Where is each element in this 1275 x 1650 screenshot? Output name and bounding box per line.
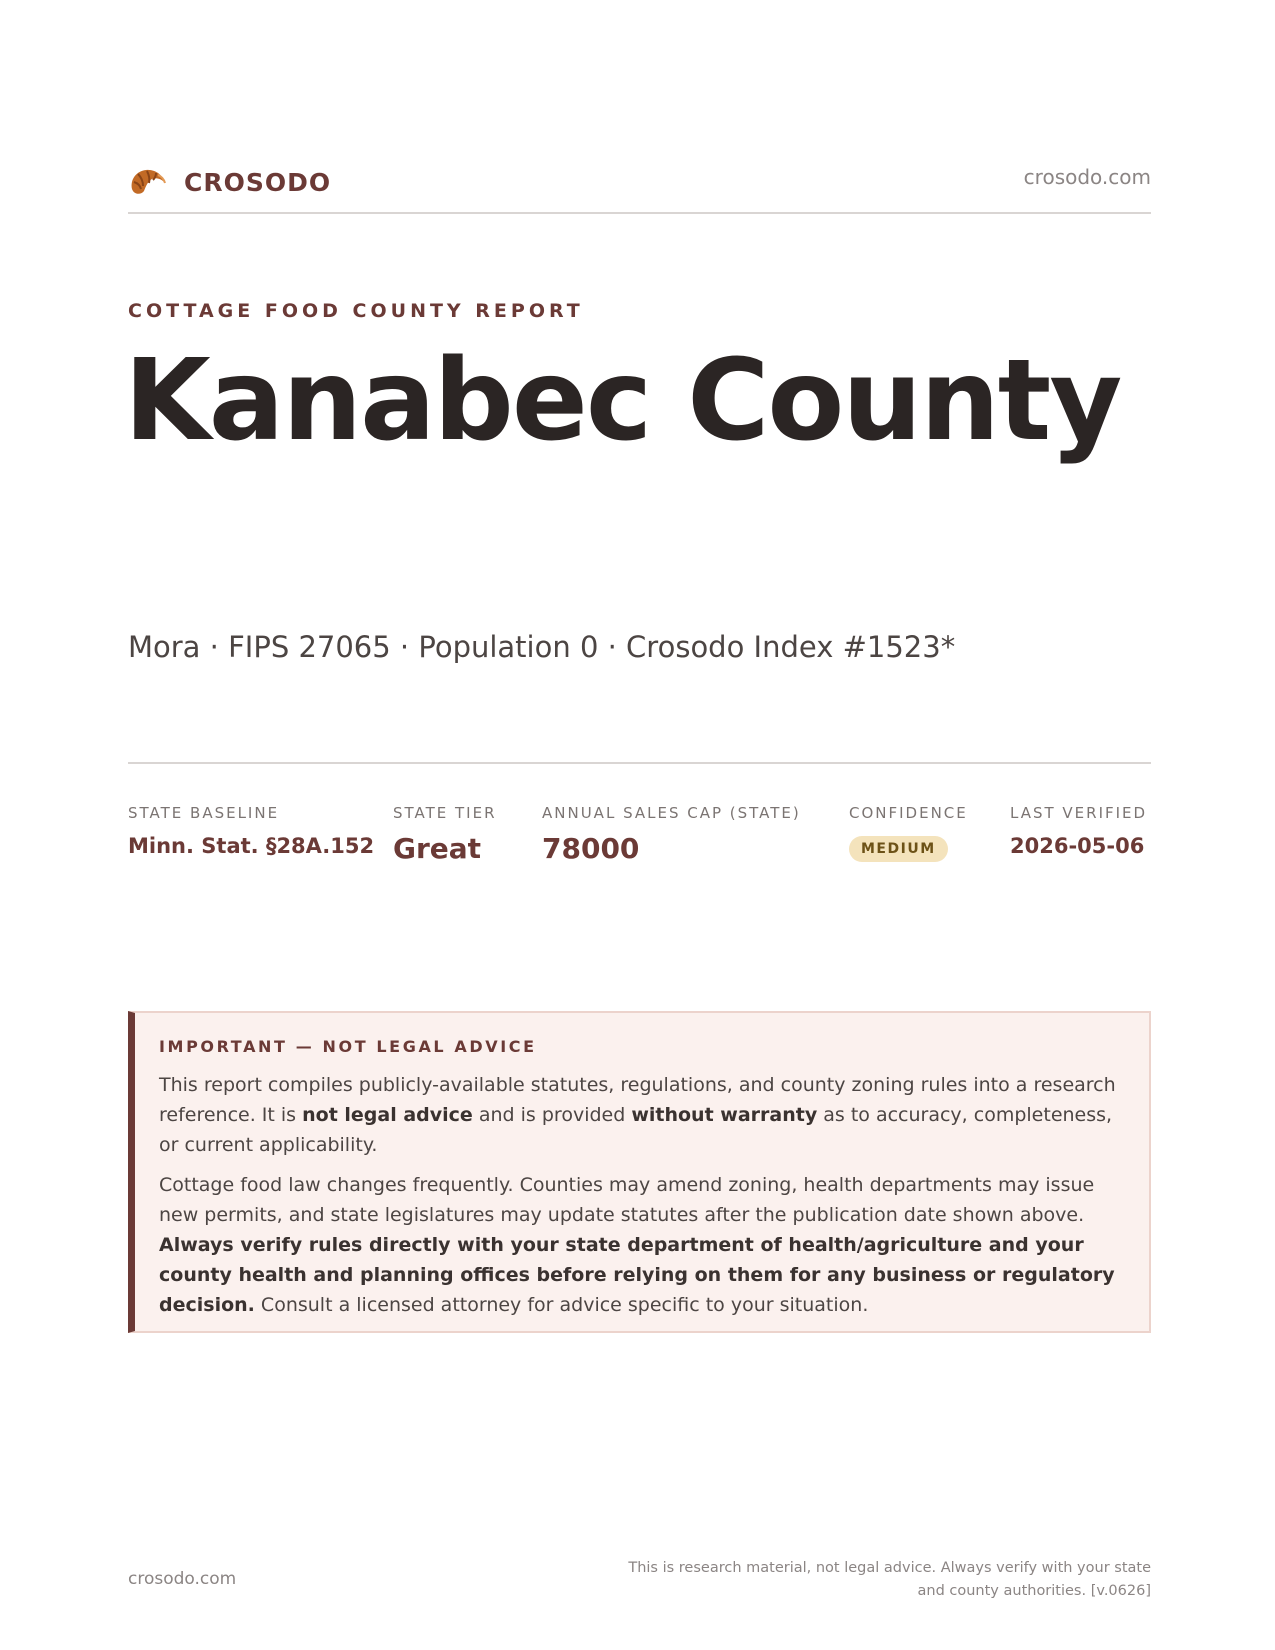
confidence-badge: MEDIUM [849,836,948,862]
notice-title: IMPORTANT — NOT LEGAL ADVICE [159,1037,537,1056]
croissant-icon [128,162,168,202]
brand[interactable] [128,162,331,202]
stat-value: Minn. Stat. §28A.152 [128,834,375,858]
notice-text: and is provided [472,1104,632,1126]
notice-text: Consult a licensed attorney for advice specific to your situation. [254,1294,869,1316]
stats-row [128,762,1151,894]
stat-label: STATE BASELINE [128,804,280,822]
stat-label: CONFIDENCE [849,804,968,822]
notice-emphasis: Always verify rules directly with your state department of health/agriculture and your county health and planning offices before relying on them for any business or regulatory decision. [159,1234,1115,1316]
brand-name: CROSODO [184,167,332,197]
stat-label: ANNUAL SALES CAP (STATE) [542,804,801,822]
notice-text: This report compiles publicly-available statutes, regulations, and county zoning rules into a research reference. It is [159,1074,1116,1126]
notice-paragraph-1 [159,1070,1125,1160]
footer-disclaimer-line: This is research material, not legal advice. Always verify with your state [628,1560,1151,1576]
report-eyebrow: COTTAGE FOOD COUNTY REPORT [128,300,584,322]
stat-state-tier [393,804,497,865]
stat-last-verified [1010,804,1147,858]
stat-state-baseline [128,804,374,858]
county-subtitle: Mora · FIPS 27065 · Population 0 · Crosodo Index #1523* [128,630,956,664]
notice-paragraph-2 [159,1170,1125,1320]
footer-disclaimer-line: and county authorities. [v.0626] [917,1583,1151,1599]
notice-emphasis: without warranty [631,1104,818,1126]
header-site-link[interactable]: crosodo.com [1023,165,1151,189]
footer-disclaimer [591,1557,1151,1603]
page-title: Kanabec County [124,336,1121,466]
stat-value: 2026-05-06 [1010,834,1145,858]
footer-site-link[interactable]: crosodo.com [128,1569,237,1589]
legal-notice [128,1011,1151,1333]
stat-label: STATE TIER [393,804,497,822]
notice-text: Cottage food law changes frequently. Counties may amend zoning, health departments may issue new permits, and state legislatures may update statutes after the publication date shown above. [159,1174,1095,1226]
stat-value: 78000 [542,832,640,865]
page-header [128,150,1151,214]
notice-emphasis: not legal advice [302,1104,473,1126]
stat-sales-cap [542,804,801,865]
stat-value: Great [393,832,482,865]
stat-confidence [849,804,968,862]
stat-label: LAST VERIFIED [1010,804,1148,822]
notice-text: as to accuracy, completeness, or current applicability. [159,1104,1113,1156]
